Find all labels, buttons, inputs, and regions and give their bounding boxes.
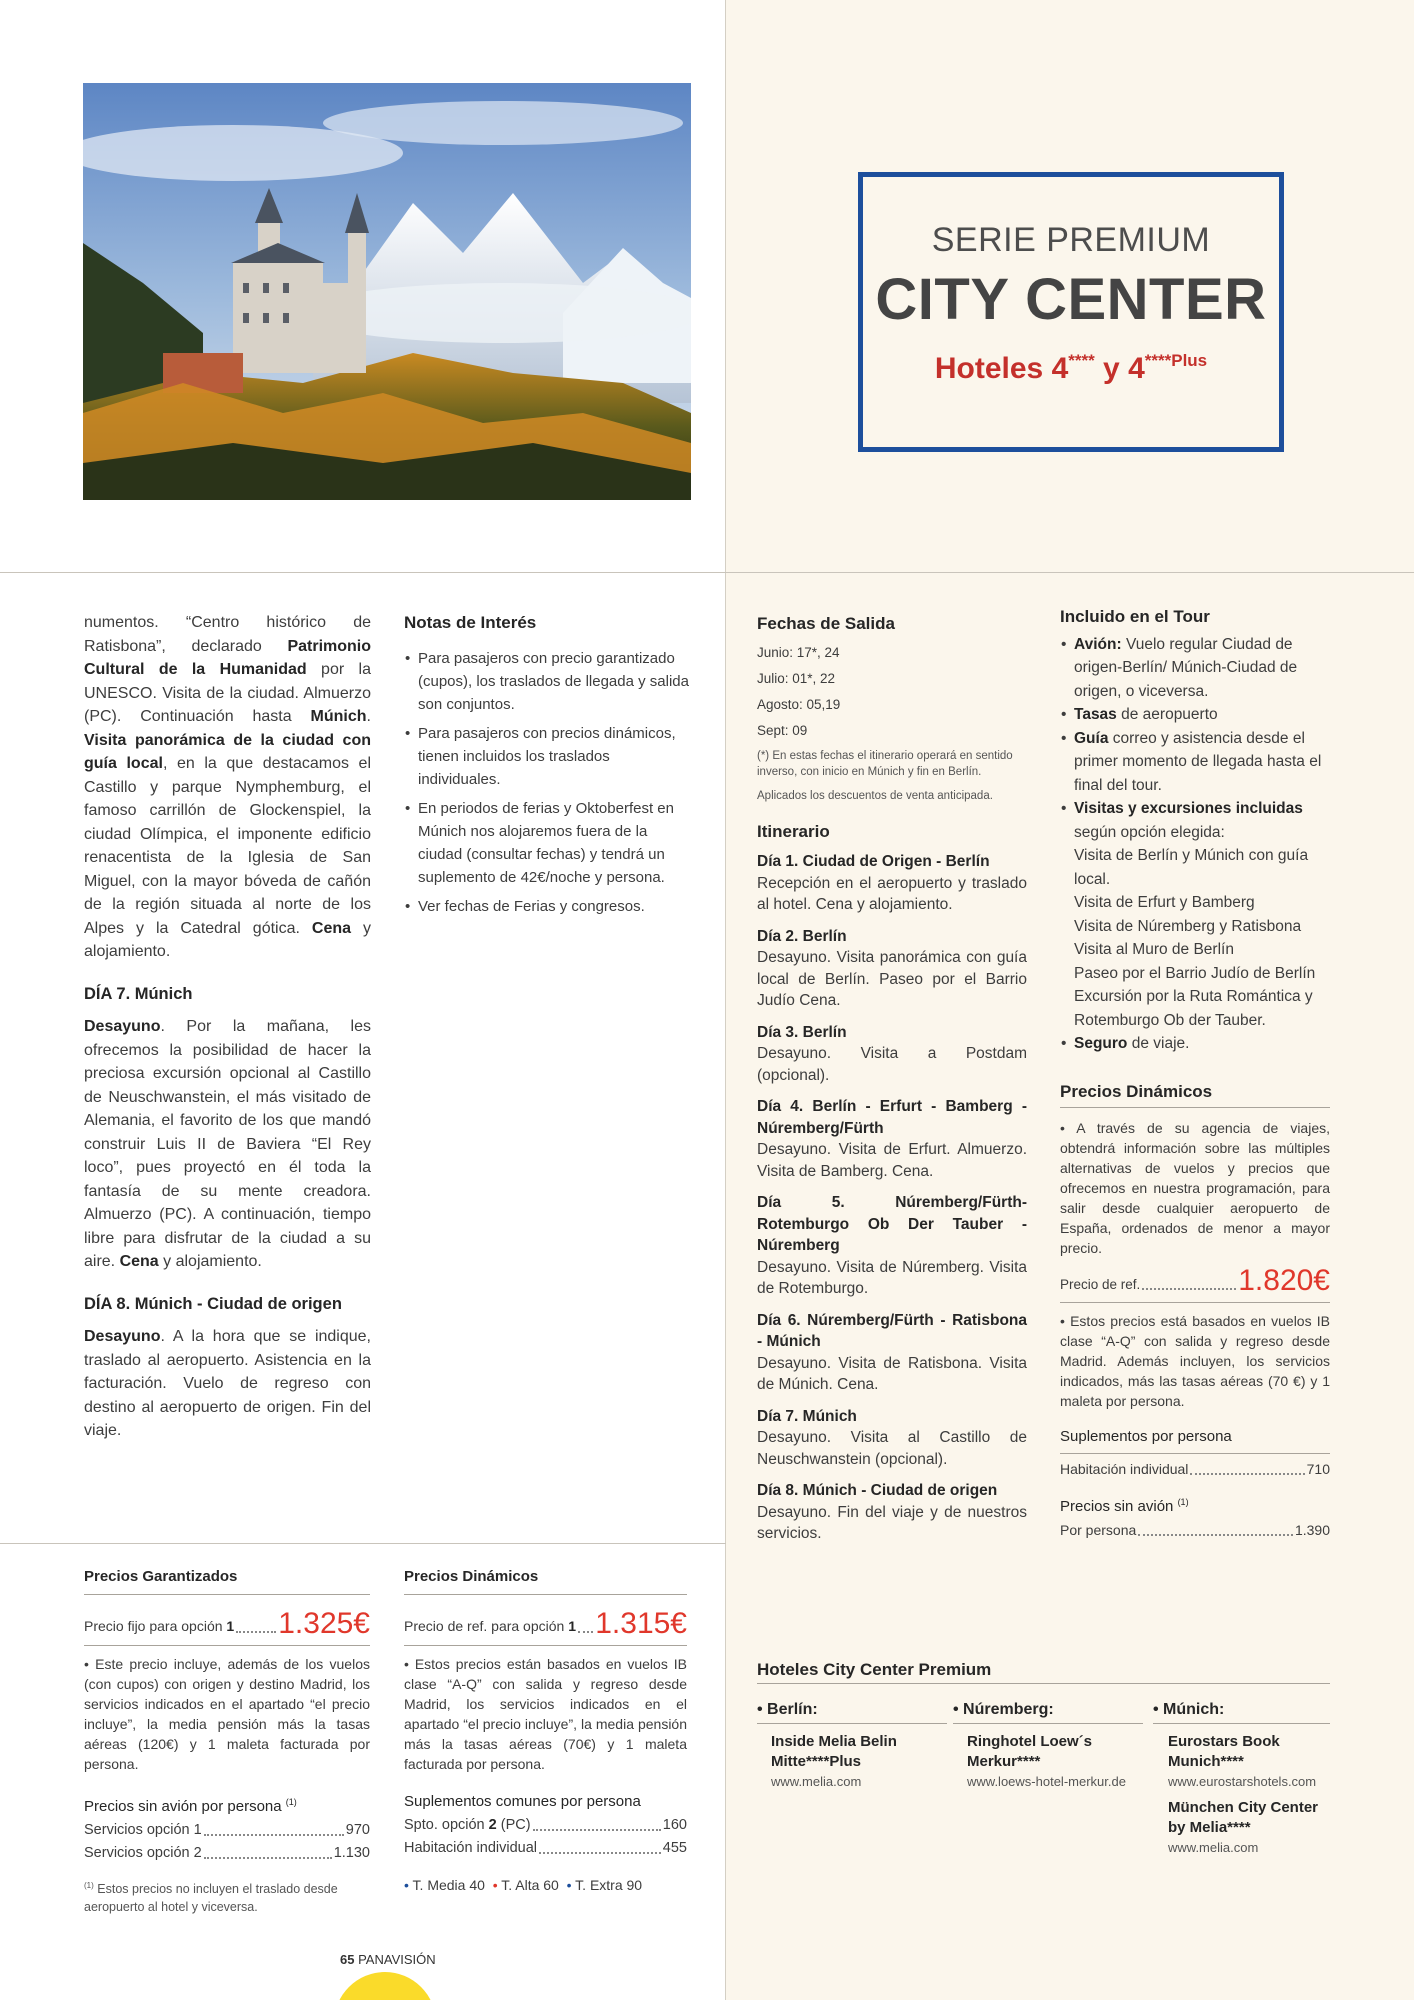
itinerary-continued-column — [84, 611, 371, 1443]
date-line: Agosto: 05,19 — [757, 696, 841, 712]
series-title-box — [858, 172, 1284, 452]
sin-avion-right-title: Precios sin avión $^{(1)}$ — [1060, 1497, 1189, 1515]
hotel-url[interactable]: www.melia.com — [771, 1774, 862, 1789]
hotel-name: Inside Melia Belin Mitte****Plus — [771, 1733, 897, 1770]
date-line: Sept: 09 — [757, 722, 808, 738]
itinerary-day: Día 8. Múnich - Ciudad de origen Desayuno. Fin del viaje y de nuestros servicios. — [757, 1482, 1027, 1542]
notes-column — [404, 611, 690, 918]
hotel-category: Hoteles 4**** y $4^{****Plus}$ — [934, 351, 1208, 385]
dynamic-right-title: Precios Dinámicos — [1060, 1081, 1213, 1101]
day8-title: DÍA 8. Múnich - Ciudad de origen — [84, 1294, 342, 1313]
note-item: • Ver fechas de Ferias y congresos. — [404, 895, 690, 918]
dynamic-note: • Estos precios están basados en vuelos IB clase “A-Q” con salida y regreso desde Madrid, los servicios indicados en el apartado “el precio incluye”, la media pensión más la tasas aéreas (70€) y 1 maleta facturada por persona. — [404, 1655, 687, 1772]
hotel-name: Eurostars Book Munich**** — [1168, 1733, 1280, 1770]
price-row: Servicios opción 2 1.130 — [84, 1842, 370, 1865]
day8-text: Desayuno. A la hora que se indique, traslado al aeropuerto. Asistencia en la facturación. Vuelo de regreso con destino al aeropuerto de origen. Fin del viaje. — [84, 1328, 371, 1439]
supplement-row: Habitación individual 710 — [1060, 1458, 1330, 1482]
included-item: • Avión: Vuelo regular Ciudad de origen-Berlín/ Múnich-Ciudad de origen, o viceversa. — [1060, 633, 1330, 704]
itinerary-days — [757, 851, 1027, 1545]
note-item: • En periodos de ferias y Oktoberfest en Múnich nos alojaremos fuera de la ciudad (consultar fechas) y tendrá un suplemento de 42€/noche y persona. — [404, 797, 690, 889]
date-line: Junio: 17*, 24 — [757, 644, 840, 660]
season-supplements: • T. Media 40 • T. Alta 60 • T. Extra 90 — [404, 1876, 643, 1893]
dates-title: Fechas de Salida — [757, 614, 895, 633]
included-item: • Tasas de aeropuerto — [1060, 703, 1330, 727]
hotel-url[interactable]: www.melia.com — [1168, 1840, 1259, 1855]
guaranteed-price-line — [84, 1606, 370, 1640]
hotel-city-nuremberg: • Núremberg: Ringhotel Loew´s Merkur**** www.loews-hotel-merkur.de — [953, 1700, 1143, 1792]
price-row: Servicios opción 1 970 — [84, 1819, 370, 1842]
dynamic-price: 1.315€ — [595, 1606, 687, 1640]
notes-title: Notas de Interés — [404, 613, 537, 632]
sin-avion-title: Precios sin avión por persona $^{(1)}$ — [84, 1796, 297, 1815]
guaranteed-prices — [84, 1565, 370, 1916]
dates-note: (*) En estas fechas el itinerario operará en sentido inverso, con inicio en Múnich y fin en Berlín. — [757, 749, 1013, 778]
divider-prices — [0, 1543, 726, 1544]
hotels-title: Hoteles City Center Premium — [757, 1660, 992, 1679]
included-item: • Seguro de viaje. — [1060, 1032, 1330, 1056]
divider-top — [0, 572, 1414, 573]
included-item: • Visitas y excursiones incluidas según opción elegida: Visita de Berlín y Múnich con guía local. Visita de Erfurt y Bamberg Visita de Núremberg y Ratisbona Visita al Muro de Berlín Paseo por el Barrio Judío de Berlín Excursión por la Ruta Romántica y Rotemburgo Ob der Tauber. — [1060, 797, 1330, 1032]
itinerary-day: Día 3. Berlín Desayuno. Visita a Postdam (opcional). — [757, 1023, 1027, 1084]
notes-list — [404, 647, 690, 918]
series-title: CITY CENTER — [875, 267, 1267, 332]
itinerary-day: Día 1. Ciudad de Origen - Berlín Recepción en el aeropuerto y traslado al hotel. Cena y alojamiento. — [757, 853, 1027, 913]
day7-title: DÍA 7. Múnich — [84, 984, 193, 1003]
brand: PANAVISIÓN — [358, 1952, 436, 1967]
page-gutter — [725, 0, 726, 2000]
ref-price: 1.820€ — [1238, 1264, 1330, 1297]
discount-note: Aplicados los descuentos de venta anticipada. — [757, 789, 993, 802]
included-column — [1060, 605, 1330, 1542]
itinerary-day: Día 7. Múnich Desayuno. Visita al Castillo de Neuschwanstein (opcional). — [757, 1407, 1027, 1468]
note-item: • Para pasajeros con precios dinámicos, tienen incluidos los traslados individuales. — [404, 722, 690, 791]
series-label: SERIE PREMIUM — [931, 221, 1211, 259]
dynamic-price-line — [404, 1606, 687, 1640]
supplements-right-title: Suplementos por persona — [1060, 1428, 1232, 1445]
itinerary-day: Día 4. Berlín - Erfurt - Bamberg - Núremberg/Fürth Desayuno. Visita de Erfurt. Almuerzo. Visita de Bamberg. Cena. — [757, 1098, 1027, 1180]
price-label: Precio fijo para opción 1 — [84, 1618, 235, 1634]
hotel-city-munich: • Múnich: Eurostars Book Munich**** www.eurostarshotels.com München City Center by Melia**** www.melia.com — [1153, 1700, 1330, 1858]
included-list — [1060, 633, 1330, 1056]
supplements-title: Suplementos comunes por persona — [404, 1792, 641, 1810]
hotel-name: Ringhotel Loew´s Merkur**** — [967, 1733, 1092, 1770]
itinerary-day: Día 2. Berlín Desayuno. Visita panorámica con guía local de Berlín. Paseo por el Barrio Judío Cena. — [757, 927, 1027, 1009]
page-number: 65 — [340, 1952, 355, 1967]
included-item: • Guía correo y asistencia desde el primer momento de llegada hasta el final del tour. — [1060, 727, 1330, 798]
guaranteed-footnote: $^{(1)}$ Estos precios no incluyen el traslado desde aeropuerto al hotel y viceversa. — [84, 1880, 338, 1914]
itinerary-day: Día 5. Núremberg/Fürth- Rotemburgo Ob Der Tauber - Núremberg Desayuno. Visita de Núremberg. Visita de Rotemburgo. — [757, 1194, 1027, 1297]
itinerary-title: Itinerario — [757, 821, 830, 841]
note-item: • Para pasajeros con precio garantizado (cupos), los traslados de llegada y salida son conjuntos. — [404, 647, 690, 716]
date-line: Julio: 01*, 22 — [757, 670, 836, 686]
dynamic-title: Precios Dinámicos — [404, 1568, 539, 1585]
guaranteed-note: • Este precio incluye, además de los vuelos (con cupos) con origen y destino Madrid, los servicios indicados en el apartado “el precio incluye”, la media pensión más la tasas aéreas (120€) y 1 maleta facturada por persona. — [84, 1655, 370, 1772]
ref-price-line: Precio de ref. 1.820€ — [1060, 1264, 1330, 1297]
dynamic-prices-left — [404, 1565, 687, 1897]
supplement-row: Spto. opción 2 (PC) 160 — [404, 1814, 687, 1837]
hotel-city-berlin: • Berlín: Inside Melia Belin Mitte****Plus www.melia.com — [757, 1700, 947, 1792]
guaranteed-title: Precios Garantizados — [84, 1568, 238, 1585]
supplement-row: Habitación individual 455 — [404, 1837, 687, 1860]
itinerary-day: Día 6. Núremberg/Fürth - Ratisbona - Múnich Desayuno. Visita de Ratisbona. Visita de Múnich. Cena. — [757, 1311, 1027, 1393]
dynamic-right-text: • A través de su agencia de viajes, obtendrá información sobre las múltiples alternativas de vuelos y precios que ofrecemos en nuestra programación, para salir desde cualquier aeropuerto de España, ordenados de menor a mayor precio. — [1060, 1120, 1330, 1256]
price-label: Precio de ref. para opción 1 — [404, 1618, 577, 1634]
hotel-url[interactable]: www.loews-hotel-merkur.de — [967, 1774, 1126, 1789]
day6-continued-text: numentos. “Centro histórico de Ratisbona”, declarado Patrimonio Cultural de la Humanidad por la UNESCO. Visita de la ciudad. Almuerzo (PC). Continuación hasta Múnich. Visita panorámica de la ciudad con guía local, en la que destacamos el Castillo y parque Nymphemburg, el famoso carrillón de Glockenspiel, la ciudad Olímpica, el imponente edificio renacentista de la Iglesia de San Miguel, con la mayor bóveda de cañón de la región situada al norte de los Alpes y la Catedral gótica. Cena y alojamiento. — [84, 614, 372, 960]
page-footer — [340, 1952, 436, 1967]
castle-photo — [83, 83, 691, 500]
yellow-tab-decoration — [334, 1972, 436, 2000]
hotel-url[interactable]: www.eurostarshotels.com — [1168, 1774, 1317, 1789]
dynamic-right-note: • Estos precios está basados en vuelos IB clase “A-Q” con salida y regreso desde Madrid. Además incluyen, los servicios indicados, más las tasas aéreas (70 €) y 1 maleta por persona. — [1060, 1313, 1330, 1409]
included-title: Incluido en el Tour — [1060, 607, 1210, 626]
dates-itinerary-column — [757, 612, 1027, 1545]
hotel-name: München City Center by Melia**** — [1168, 1799, 1319, 1836]
guaranteed-price: 1.325€ — [278, 1606, 370, 1640]
day7-text: Desayuno. Por la mañana, les ofrecemos la posibilidad de hacer la preciosa excursión opcional al Castillo de Neuschwanstein, el más visitado de Alemania, el favorito de los que mandó construir Luis II de Baviera “El Rey loco”, pues proyectó en él toda la fantasía de su mente creadora. Almuerzo (PC). A continuación, tiempo libre para disfrutar de la ciudad a su aire. Cena y alojamiento. — [84, 1018, 371, 1270]
por-persona-row: Por persona 1.390 — [1060, 1519, 1330, 1543]
